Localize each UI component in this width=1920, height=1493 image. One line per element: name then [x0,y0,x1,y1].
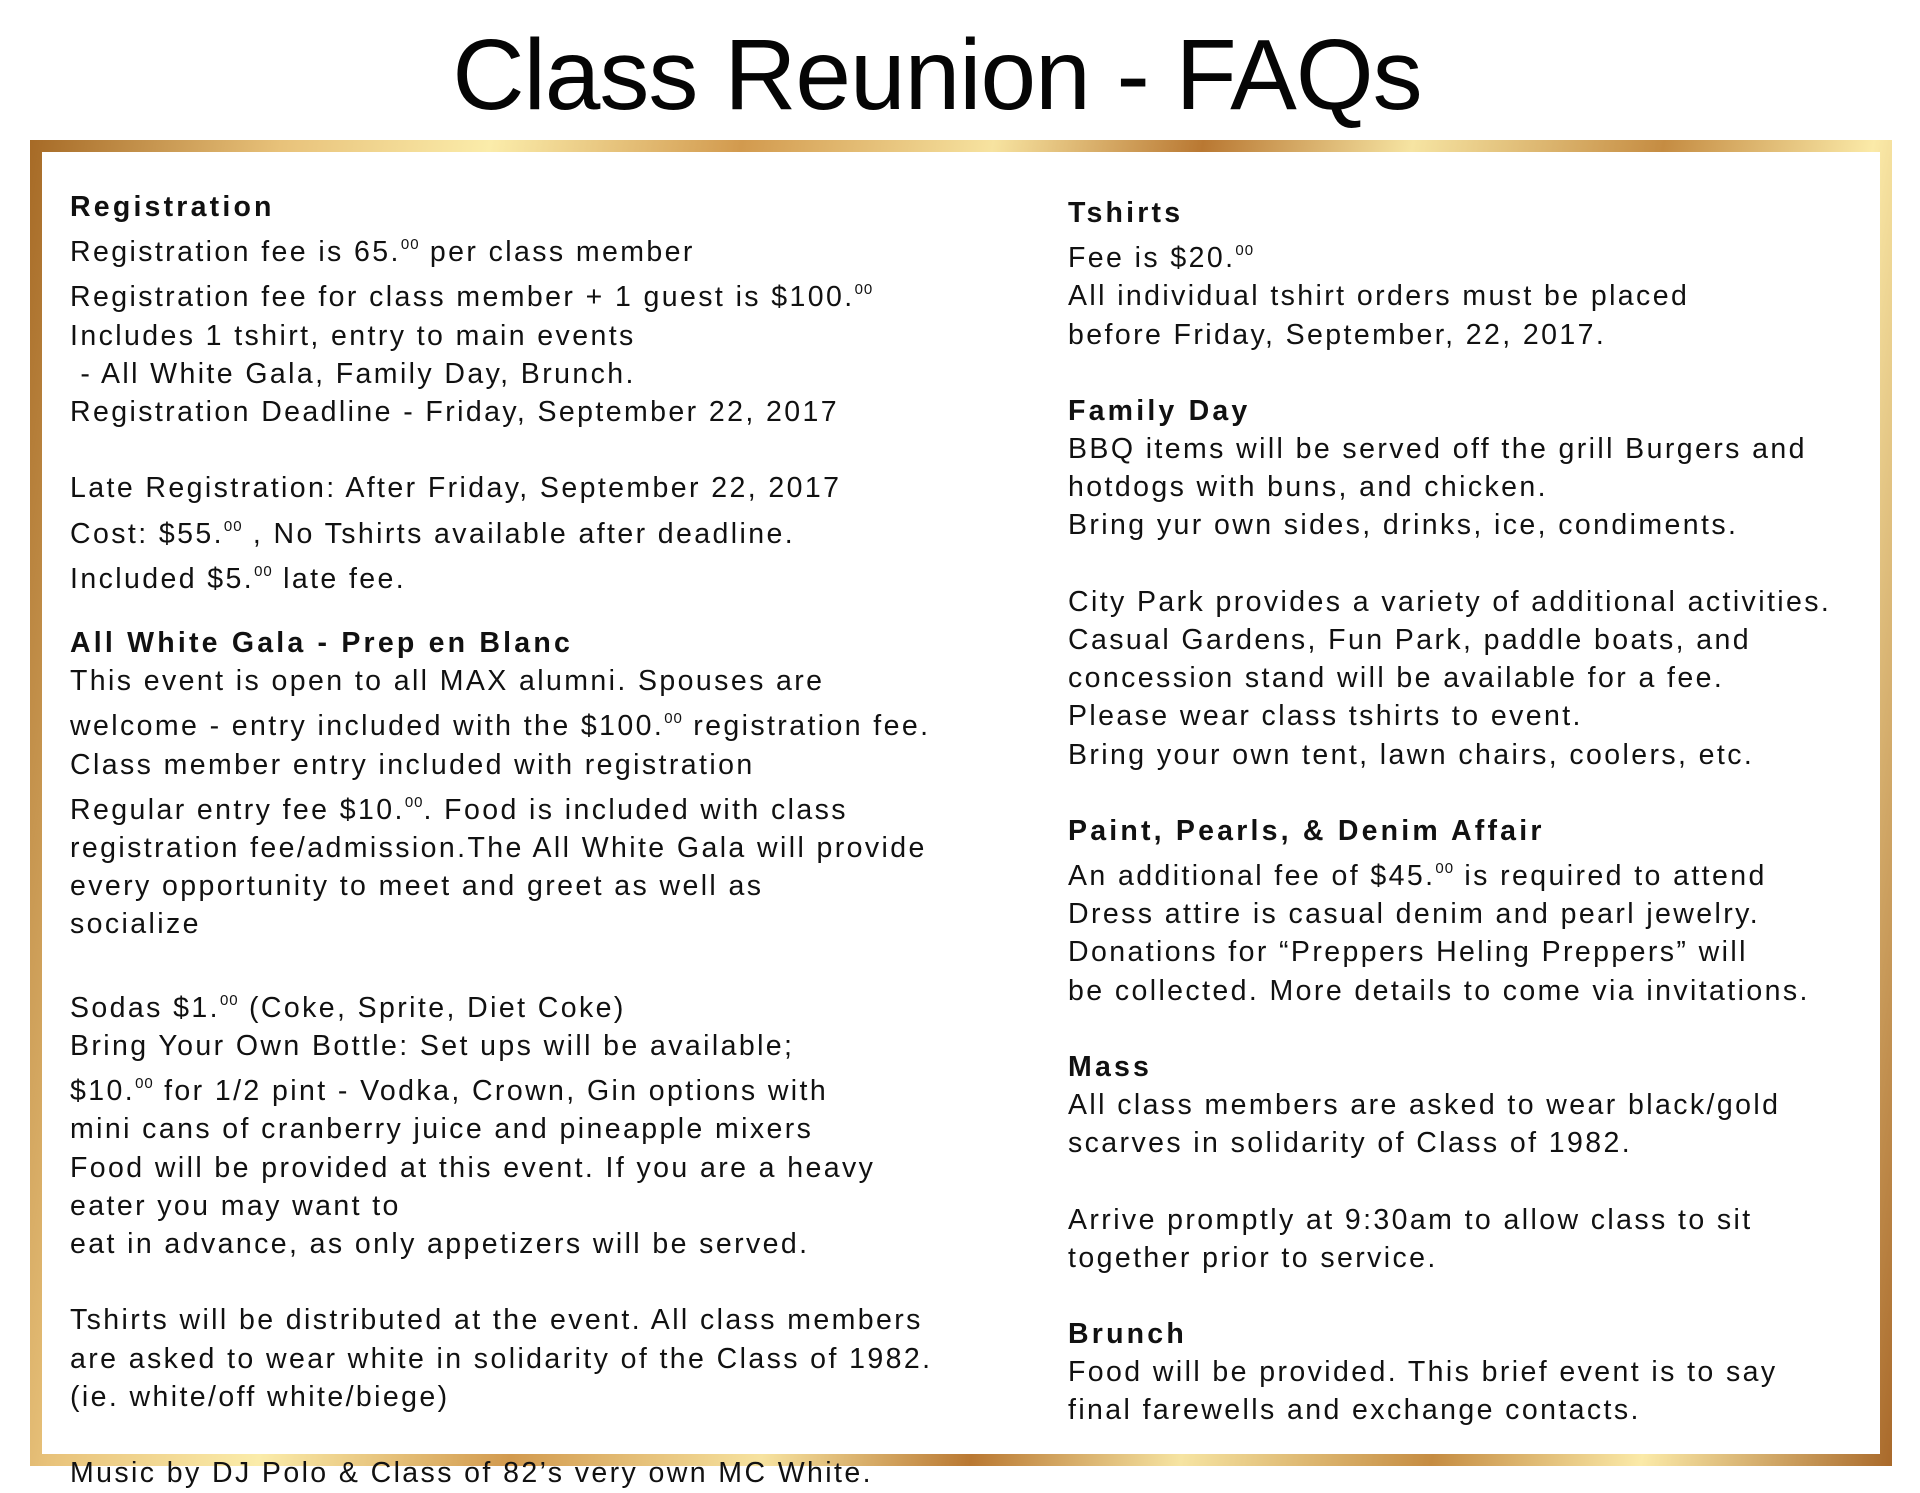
line-text: Bring your own tent, lawn chairs, coolers, etc. [1068,738,1755,771]
line-text: hotdogs with buns, and chicken. [1068,471,1548,504]
line-text: - All White Gala, Family Day, Brunch. [70,357,636,390]
section-spacer [1068,774,1878,812]
line-text-continued: for 1/2 pint - Vodka, Crown, Gin options with [153,1075,829,1108]
faq-line [1068,1124,1878,1162]
line-text: together prior to service. [1068,1241,1438,1274]
cents-superscript: 00 [1435,860,1455,878]
faq-line [1068,468,1878,506]
line-text-continued: , No Tshirts available after deadline. [242,517,796,550]
faq-line [70,226,1030,271]
faq-line [70,1340,1030,1378]
faq-line [70,1187,1030,1225]
faq-line [70,431,1030,469]
line-text: eater you may want to [70,1189,401,1222]
faq-line [1068,232,1878,277]
section-spacer [1068,1010,1878,1048]
line-text-continued: late fee. [272,562,407,595]
faq-panel [42,152,1880,1490]
faq-section-paint-pearls-denim-affair [1068,812,1878,1010]
line-text-continued: registration fee. [682,710,931,743]
faq-line [70,508,1030,553]
section-heading: All White Gala - Prep en Blanc [70,627,574,660]
line-text: welcome - entry included with the $100. [70,710,665,743]
faq-line [1068,736,1878,774]
line-text: Donations for “Preppers Heling Preppers” will [1068,936,1748,969]
faq-line [1068,1086,1878,1124]
line-text: Arrive promptly at 9:30am to allow class to sit [1068,1203,1753,1236]
line-text: Registration fee is 65. [70,236,401,269]
line-text: This event is open to all MAX alumni. Spouses are [70,665,825,698]
faq-line [1068,972,1878,1010]
line-text: Dress attire is casual denim and pearl jewelry. [1068,898,1761,931]
cents-superscript: 00 [404,793,424,811]
faq-section-registration [70,188,1030,598]
faq-line [70,982,1030,1027]
cents-superscript: 00 [854,281,874,299]
section-heading: Tshirts [1068,197,1184,229]
faq-line [1068,1162,1878,1200]
faq-line [70,1454,1030,1492]
line-text: An additional fee of $45. [1068,860,1436,893]
section-heading: Brunch [1068,1318,1187,1351]
cents-superscript: 00 [400,236,420,254]
faq-section-family-day [1068,392,1878,774]
line-text: Included $5. [70,562,255,595]
faq-line [1068,697,1878,735]
section-heading: Paint, Pearls, & Denim Affair [1068,814,1545,847]
line-text: Casual Gardens, Fun Park, paddle boats, and [1068,624,1752,657]
line-text-continued: is required to attend [1454,860,1767,893]
faq-line [1068,1391,1878,1429]
cents-superscript: 00 [1235,242,1255,260]
line-text: Includes 1 tshirt, entry to main events [70,319,636,352]
line-text: Tshirts will be distributed at the event. All class members [70,1304,923,1337]
faq-line [70,1027,1030,1065]
line-text: concession stand will be available for a fee. [1068,662,1725,695]
line-text: Sodas $1. [70,991,220,1024]
line-text: Registration fee for class member + 1 guest is $100. [70,281,855,314]
line-text: City Park provides a variety of additional activities. [1068,585,1832,618]
faq-line [70,905,1030,943]
right-column [1068,194,1878,1430]
cents-superscript: 00 [223,517,243,535]
line-text: Bring Your Own Bottle: Set ups will be available; [70,1030,795,1063]
faq-line [1068,1239,1878,1277]
faq-line [70,553,1030,598]
line-text: Regular entry fee $10. [70,793,405,826]
line-text: (ie. white/off white/biege) [70,1380,450,1413]
faq-line [70,1225,1030,1263]
faq-line [1068,430,1878,468]
line-text: are asked to wear white in solidarity of the Class of 1982. [70,1342,933,1375]
faq-section-all-white-gala-prep-en-blanc [70,624,1030,1492]
line-text: before Friday, September, 22, 2017. [1068,318,1607,351]
faq-line [70,1378,1030,1416]
section-spacer [70,598,1030,624]
line-text: Please wear class tshirts to event. [1068,700,1583,733]
line-text: BBQ items will be served off the grill Burgers and [1068,433,1807,466]
line-text: Fee is $20. [1068,242,1236,275]
cents-superscript: 00 [254,562,273,580]
faq-line [1068,895,1878,933]
line-text: every opportunity to meet and greet as well as [70,870,764,903]
section-spacer [1068,1277,1878,1315]
line-text-continued: . Food is included with class [423,793,848,826]
line-text: be collected. More details to come via invitations. [1068,974,1810,1007]
line-text: final farewells and exchange contacts. [1068,1394,1641,1427]
section-heading: Mass [1068,1050,1153,1083]
faq-line [70,1416,1030,1454]
faq-line [70,746,1030,784]
cents-superscript: 00 [219,991,239,1009]
gold-frame [30,140,1892,1490]
faq-section-brunch [1068,1315,1878,1430]
faq-line [70,784,1030,829]
faq-section-tshirts [1068,194,1878,354]
faq-line [1068,659,1878,697]
section-heading: Family Day [1068,394,1251,427]
faq-line [1068,1201,1878,1239]
line-text-continued: (Coke, Sprite, Diet Coke) [238,991,626,1024]
faq-line [1068,850,1878,895]
line-text: Bring yur own sides, drinks, ice, condiments. [1068,509,1739,542]
faq-line [70,317,1030,355]
line-text: All individual tshirt orders must be placed [1068,280,1690,313]
line-text: All class members are asked to wear black/gold [1068,1089,1781,1122]
line-text: registration fee/admission.The All White Gala will provide [70,832,927,865]
faq-line [1068,545,1878,583]
faq-line [70,867,1030,905]
faq-section-mass [1068,1048,1878,1277]
line-text: $10. [70,1075,136,1108]
line-text: Food will be provided at this event. If you are a heavy [70,1151,876,1184]
faq-line [70,469,1030,507]
faq-line [70,944,1030,982]
faq-line [70,1065,1030,1110]
left-column [70,188,1030,1493]
cents-superscript: 00 [135,1075,154,1093]
faq-line [70,829,1030,867]
faq-line [70,662,1030,700]
line-text: scarves in solidarity of Class of 1982. [1068,1127,1633,1160]
section-heading: Registration [70,191,275,223]
faq-line [1068,506,1878,544]
faq-line [70,355,1030,393]
line-text: Cost: $55. [70,517,224,550]
line-text: socialize [70,908,201,941]
line-text-continued: per class member [419,236,695,269]
faq-line [70,393,1030,431]
faq-line [1068,933,1878,971]
faq-line [1068,621,1878,659]
line-text: Food will be provided. This brief event is to say [1068,1356,1778,1389]
faq-line [70,1301,1030,1339]
faq-line [70,1110,1030,1148]
page-title: Class Reunion - FAQs [452,19,1422,131]
line-text: mini cans of cranberry juice and pineapple mixers [70,1113,814,1146]
section-spacer [1068,354,1878,392]
cents-superscript: 00 [664,710,683,728]
faq-line [70,271,1030,316]
line-text: Class member entry included with registration [70,748,755,781]
line-text: Late Registration: After Friday, September 22, 2017 [70,472,842,505]
faq-line [70,1263,1030,1301]
line-text: Registration Deadline - Friday, September 22, 2017 [70,396,839,429]
faq-line [1068,277,1878,315]
faq-line [1068,1353,1878,1391]
faq-line [1068,583,1878,621]
line-text: Music by DJ Polo & Class of 82’s very own MC White. [70,1457,873,1490]
line-text: eat in advance, as only appetizers will be served. [70,1228,810,1261]
faq-line [70,700,1030,745]
faq-line [1068,316,1878,354]
faq-line [70,1149,1030,1187]
